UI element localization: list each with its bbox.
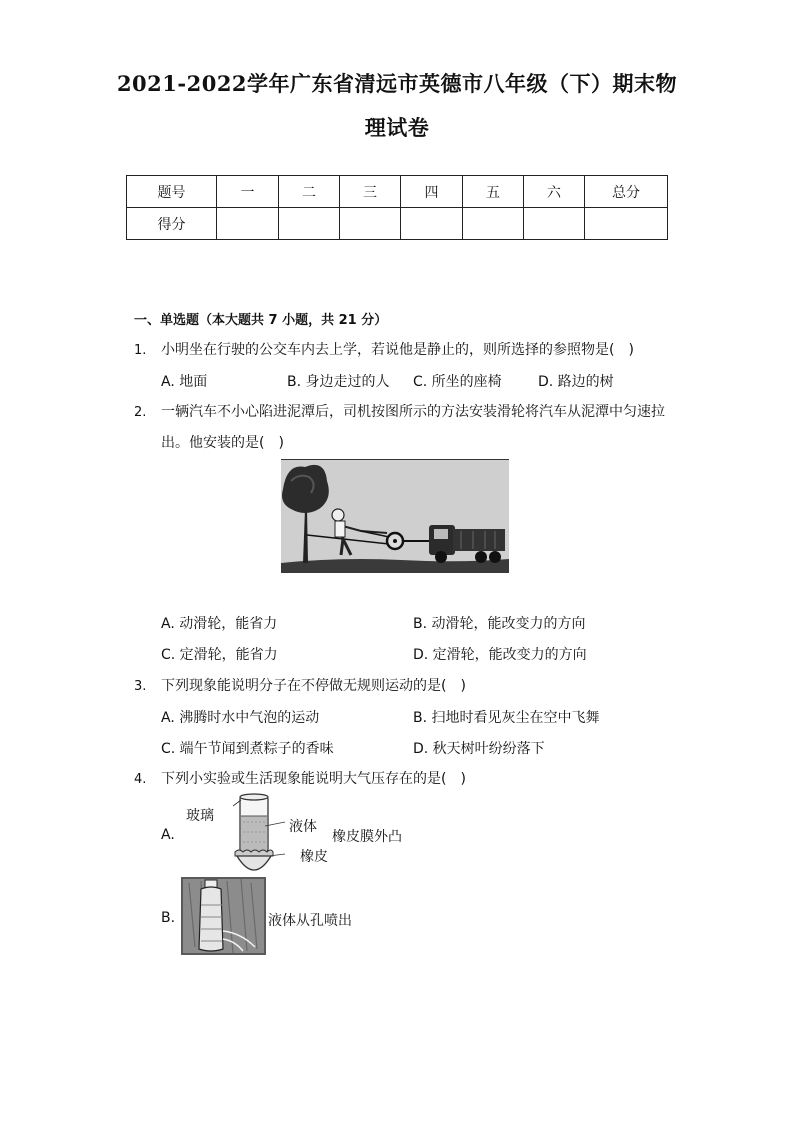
score-table-score-row — [127, 208, 668, 240]
page-title-line1: 2021-2022学年广东省清远市英德市八年级（下）期末物 — [116, 71, 678, 96]
label-rubber: 橡皮 — [300, 849, 328, 865]
question-number: 4. — [134, 772, 147, 787]
score-table — [126, 175, 668, 240]
option-c[interactable]: C. 定滑轮，能省力 — [161, 647, 278, 663]
option-b[interactable]: B. — [161, 910, 176, 926]
question-text-line2: 出。他安装的是( ) — [161, 435, 284, 451]
option-a[interactable]: A. 沸腾时水中气泡的运动 — [161, 710, 320, 726]
option-c[interactable]: C. 所坐的座椅 — [413, 374, 502, 390]
score-header-cell: 三 — [340, 176, 401, 208]
option-d[interactable]: D. 秋天树叶纷纷落下 — [413, 741, 545, 757]
pulley-truck-figure — [281, 459, 509, 573]
score-row-label: 得分 — [127, 208, 217, 240]
score-table-header-row — [127, 176, 668, 208]
option-c[interactable]: C. 端午节闻到煮粽子的香味 — [161, 741, 334, 757]
option-b[interactable]: B. 身边走过的人 — [287, 374, 390, 390]
score-cell[interactable] — [340, 208, 401, 240]
score-cell[interactable] — [217, 208, 279, 240]
score-cell[interactable] — [524, 208, 585, 240]
option-a[interactable]: A. 动滑轮，能省力 — [161, 616, 278, 632]
score-header-cell: 总分 — [585, 176, 668, 208]
option-d[interactable]: D. 路边的树 — [538, 374, 614, 390]
label-rubber-bulge: 橡皮膜外凸 — [332, 829, 402, 845]
score-header-cell: 题号 — [127, 176, 217, 208]
option-d[interactable]: D. 定滑轮，能改变力的方向 — [413, 647, 587, 663]
score-cell[interactable] — [585, 208, 668, 240]
section-heading: 一、单选题（本大题共 7 小题，共 21 分） — [134, 313, 388, 328]
question-text-line1: 一辆汽车不小心陷进泥潭后，司机按图所示的方法安装滑轮将汽车从泥潭中匀速拉 — [161, 404, 665, 420]
label-liquid-spray: 液体从孔喷出 — [268, 913, 352, 929]
question-text: 下列现象能说明分子在不停做无规则运动的是( ) — [161, 678, 466, 694]
score-header-cell: 五 — [463, 176, 524, 208]
question-number: 3. — [134, 679, 147, 694]
question-text: 下列小实验或生活现象能说明大气压存在的是( ) — [161, 771, 466, 787]
question-number: 2. — [134, 405, 147, 420]
score-header-cell: 二 — [279, 176, 340, 208]
question-text: 小明坐在行驶的公交车内去上学，若说他是静止的，则所选择的参照物是( ) — [161, 342, 634, 358]
option-a[interactable]: A. 地面 — [161, 374, 208, 390]
score-header-cell: 四 — [401, 176, 463, 208]
option-b[interactable]: B. 动滑轮，能改变力的方向 — [413, 616, 586, 632]
label-liquid: 液体 — [289, 819, 317, 835]
score-header-cell: 六 — [524, 176, 585, 208]
score-cell[interactable] — [279, 208, 340, 240]
option-b[interactable]: B. 扫地时看见灰尘在空中飞舞 — [413, 710, 600, 726]
score-cell[interactable] — [401, 208, 463, 240]
page-title-line2: 理试卷 — [364, 115, 430, 140]
score-cell[interactable] — [463, 208, 524, 240]
question-number: 1. — [134, 343, 147, 358]
score-header-cell: 一 — [217, 176, 279, 208]
label-glass: 玻璃 — [186, 808, 214, 824]
option-a[interactable]: A. — [161, 827, 175, 843]
glass-tube-rubber-figure — [225, 792, 285, 876]
bottle-spray-figure — [181, 877, 266, 955]
